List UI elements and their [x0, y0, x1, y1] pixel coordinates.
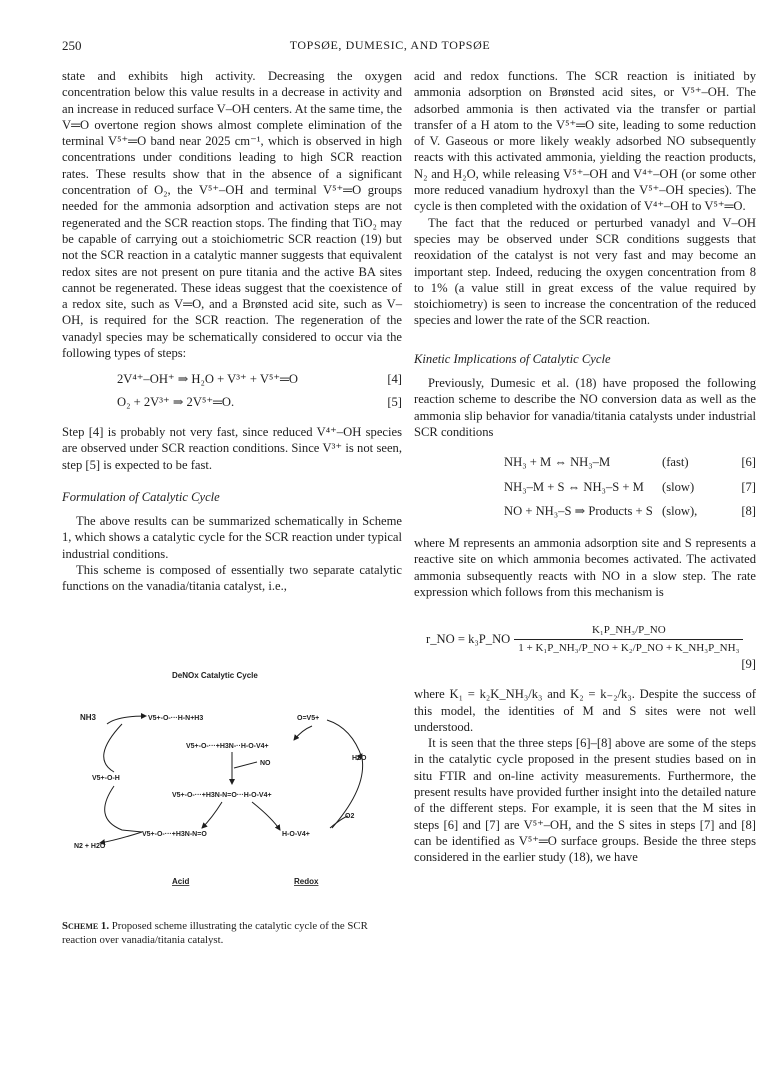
label-o2: O2 [345, 813, 355, 820]
arrow-n2h2o [100, 832, 142, 843]
rate-denominator: 1 + K₁P_NH₃/P_NO + K₂/P_NO + K_NH₃P_NH₃ [518, 641, 740, 654]
label-no: NO [260, 760, 271, 767]
equation-number: [9] [741, 656, 756, 671]
arrow-hov [252, 802, 280, 830]
reaction-scheme [504, 454, 756, 519]
equation-text: NH₃ + M ⇔ NH₃–M [504, 455, 611, 470]
equation-text: O₂ + 2V³⁺ ⇒ 2V⁵⁺═O. [117, 394, 235, 409]
label-acid: Acid [172, 877, 190, 886]
equation-5 [62, 394, 402, 410]
section-heading: Kinetic Implications of Catalytic Cycle [414, 351, 611, 366]
paragraph: where K₁ = k₂K_NH₃/k₃ and K₂ = k₋₂/k₃. Despite the success of this model, the identities of M and S sites were not well understood. [414, 687, 756, 734]
left-column [62, 68, 402, 595]
caption-label: Scheme 1. [62, 920, 110, 932]
right-column [414, 68, 756, 865]
arrow-ovs [294, 726, 312, 740]
rate-numerator: K₁P_NH₃/P_NO [514, 622, 743, 639]
equation-text: NH₃–M + S ⇔ NH₃–S + M [504, 479, 644, 494]
scheme-title: DeNOx Catalytic Cycle [172, 671, 258, 680]
paragraph: It is seen that the three steps [6]–[8] above are some of the steps in the catalytic cycle proposed in the present studies based on in situ FTIR and on-line activity measurements. Furthermore, the present results have provided further insight into the detailed nature of the different steps. For example, it is seen that the M sites in steps [6] and [7] are V⁵⁺–OH, and the S sites in steps [7] and [8] can be identified as V⁵⁺═O surface groups. Beside the three steps considered in the earlier study (18), we have [414, 736, 756, 865]
rate-equation [426, 622, 756, 656]
label-n2h2o: N2 + H2O [74, 843, 106, 850]
equation-text: NO + NH₃–S ⇒ Products + S [504, 503, 653, 518]
rate-lhs: r_NO = k₃P_NO [426, 631, 511, 646]
label-voh: V5+-O-H [92, 775, 120, 782]
label-nh3: NH3 [80, 713, 97, 722]
arc-acid-upper [104, 724, 122, 772]
label-redox: Redox [294, 877, 319, 886]
equation-rate: (fast) [662, 455, 689, 470]
equation-number: [4] [387, 372, 402, 387]
section-heading: Formulation of Catalytic Cycle [62, 489, 220, 504]
label-hov: H-O-V4+ [282, 831, 310, 838]
label-middle-lower: V5+-O-···+H3N-N=O···H-O-V4+ [172, 792, 272, 799]
paragraph: The fact that the reduced or perturbed vanadyl and V–OH species may be observed under SCR conditions suggests that reoxidation of the catalyst is not very fast and may become an important step. Indeed, reducing the oxygen concentration from 8 to 1% (a value still in great excess of the value required by stoichiometry) is seen to increase the concentration of the reduced species and lower the rate of the SCR reaction. [414, 215, 756, 328]
line-no [234, 762, 257, 768]
paragraph: acid and redox functions. The SCR reaction is initiated by ammonia adsorption on Brønsted acid sites, or V⁵⁺–OH. The adsorbed ammonia is then activated via the transfer or partial transfer of a H atom to the V⁵⁺═O site, leading to some reduction of V. Gaseous or more likely weakly adsorbed NO subsequently reacts with this activated ammonia, yielding the reaction products, N₂ and H₂O, while releasing V⁵⁺–OH and V⁴⁺–OH (or some other more reduced vanadium hydroxyl than the V⁵⁺–OH species). The cycle is then completed with the oxidation of V⁴⁺–OH to V⁵⁺═O. [414, 69, 756, 214]
equation-rate: (slow) [662, 479, 695, 494]
equation-number: [7] [741, 479, 756, 494]
paragraph: Step [4] is probably not very fast, since reduced V⁴⁺–OH species are observed under SCR reaction conditions. Since V³⁺ is not seen, step [5] is expected to be fast. [62, 424, 402, 472]
running-title: TOPSØE, DUMESIC, AND TOPSØE [289, 38, 491, 52]
equation-rate: (slow), [662, 503, 698, 518]
caption-text: Proposed scheme illustrating the catalytic cycle of the SCR reaction over vanadia/titania catalyst. [62, 920, 368, 946]
label-top-species: V5+-O-···H-N+H3 [148, 715, 204, 722]
paragraph: where M represents an ammonia adsorption site and S represents a reactive site on which ammonia becomes activated. The activated ammonia subsequently reacts with NO in a slow step. The rate expression which follows from this mechanism is [414, 536, 756, 600]
label-ovs: O=V5+ [297, 715, 320, 722]
equation-number: [8] [741, 503, 756, 518]
arc-acid-lower [105, 786, 142, 832]
page-number: 250 [62, 38, 82, 53]
equation-number: [5] [387, 394, 402, 409]
equation-4 [62, 371, 402, 387]
label-middle-upper: V5+-O-···+H3N-··H-O-V4+ [186, 743, 269, 750]
paragraph: state and exhibits high activity. Decreasing the oxygen concentration below this value results in a decrease in activity and an increase in reduced surface V–OH centers. At the same time, the V═O overtone region shows almost complete elimination of the terminal V⁵⁺═O band near 2025 cm⁻¹, which is observed in high concentrations under conditions leading to high SCR reaction rates. These results show that in the absence of a significant concentration of O₂, the V⁵⁺–OH and terminal V⁵⁺═O groups needed for the ammonia adsorption and activation steps are not regenerated and the SCR reaction stops. The finding that TiO₂ may be capable of carrying out a stoichiometric SCR reaction (19) but not the SCR reaction in a catalytic manner suggests that equivalent redox sites are not present on pure titania and the active BA sites cannot be regenerated. These ideas suggest that the coexistence of a redox site, such as V═O, and a Brønsted acid site, such as V–OH, is required for the SCR reaction. The regeneration of the vanadyl species may be schematically considered to occur via the following types of steps: [62, 69, 403, 361]
paragraph: The above results can be summarized schematically in Scheme 1, which shows a catalytic cycle for the SCR reaction under typical industrial conditions. [62, 514, 402, 561]
equation-text: 2V⁴⁺–OH⁺ ⇒ H₂O + V³⁺ + V⁵⁺═O [117, 372, 299, 387]
paragraph: This scheme is composed of essentially two separate catalytic functions on the vanadia/titania catalyst, i.e., [62, 563, 402, 594]
label-h2o: H2O [352, 755, 367, 762]
scheme-caption [62, 920, 404, 947]
scheme-diagram [62, 668, 402, 918]
arc-redox [327, 720, 363, 828]
paragraph: Previously, Dumesic et al. (18) have proposed the following reaction scheme to describe the NO conversion data as well as the ammonia slip behavior for vanadia/titania catalysts under industrial SCR conditions [414, 376, 756, 439]
arrow-nh3-adsorption [107, 716, 146, 724]
rate-fraction [514, 622, 743, 656]
arrow-lower [202, 802, 222, 828]
label-bottom-species: V5+-O-···+H3N-N=O [142, 831, 207, 838]
equation-number: [6] [741, 455, 756, 470]
